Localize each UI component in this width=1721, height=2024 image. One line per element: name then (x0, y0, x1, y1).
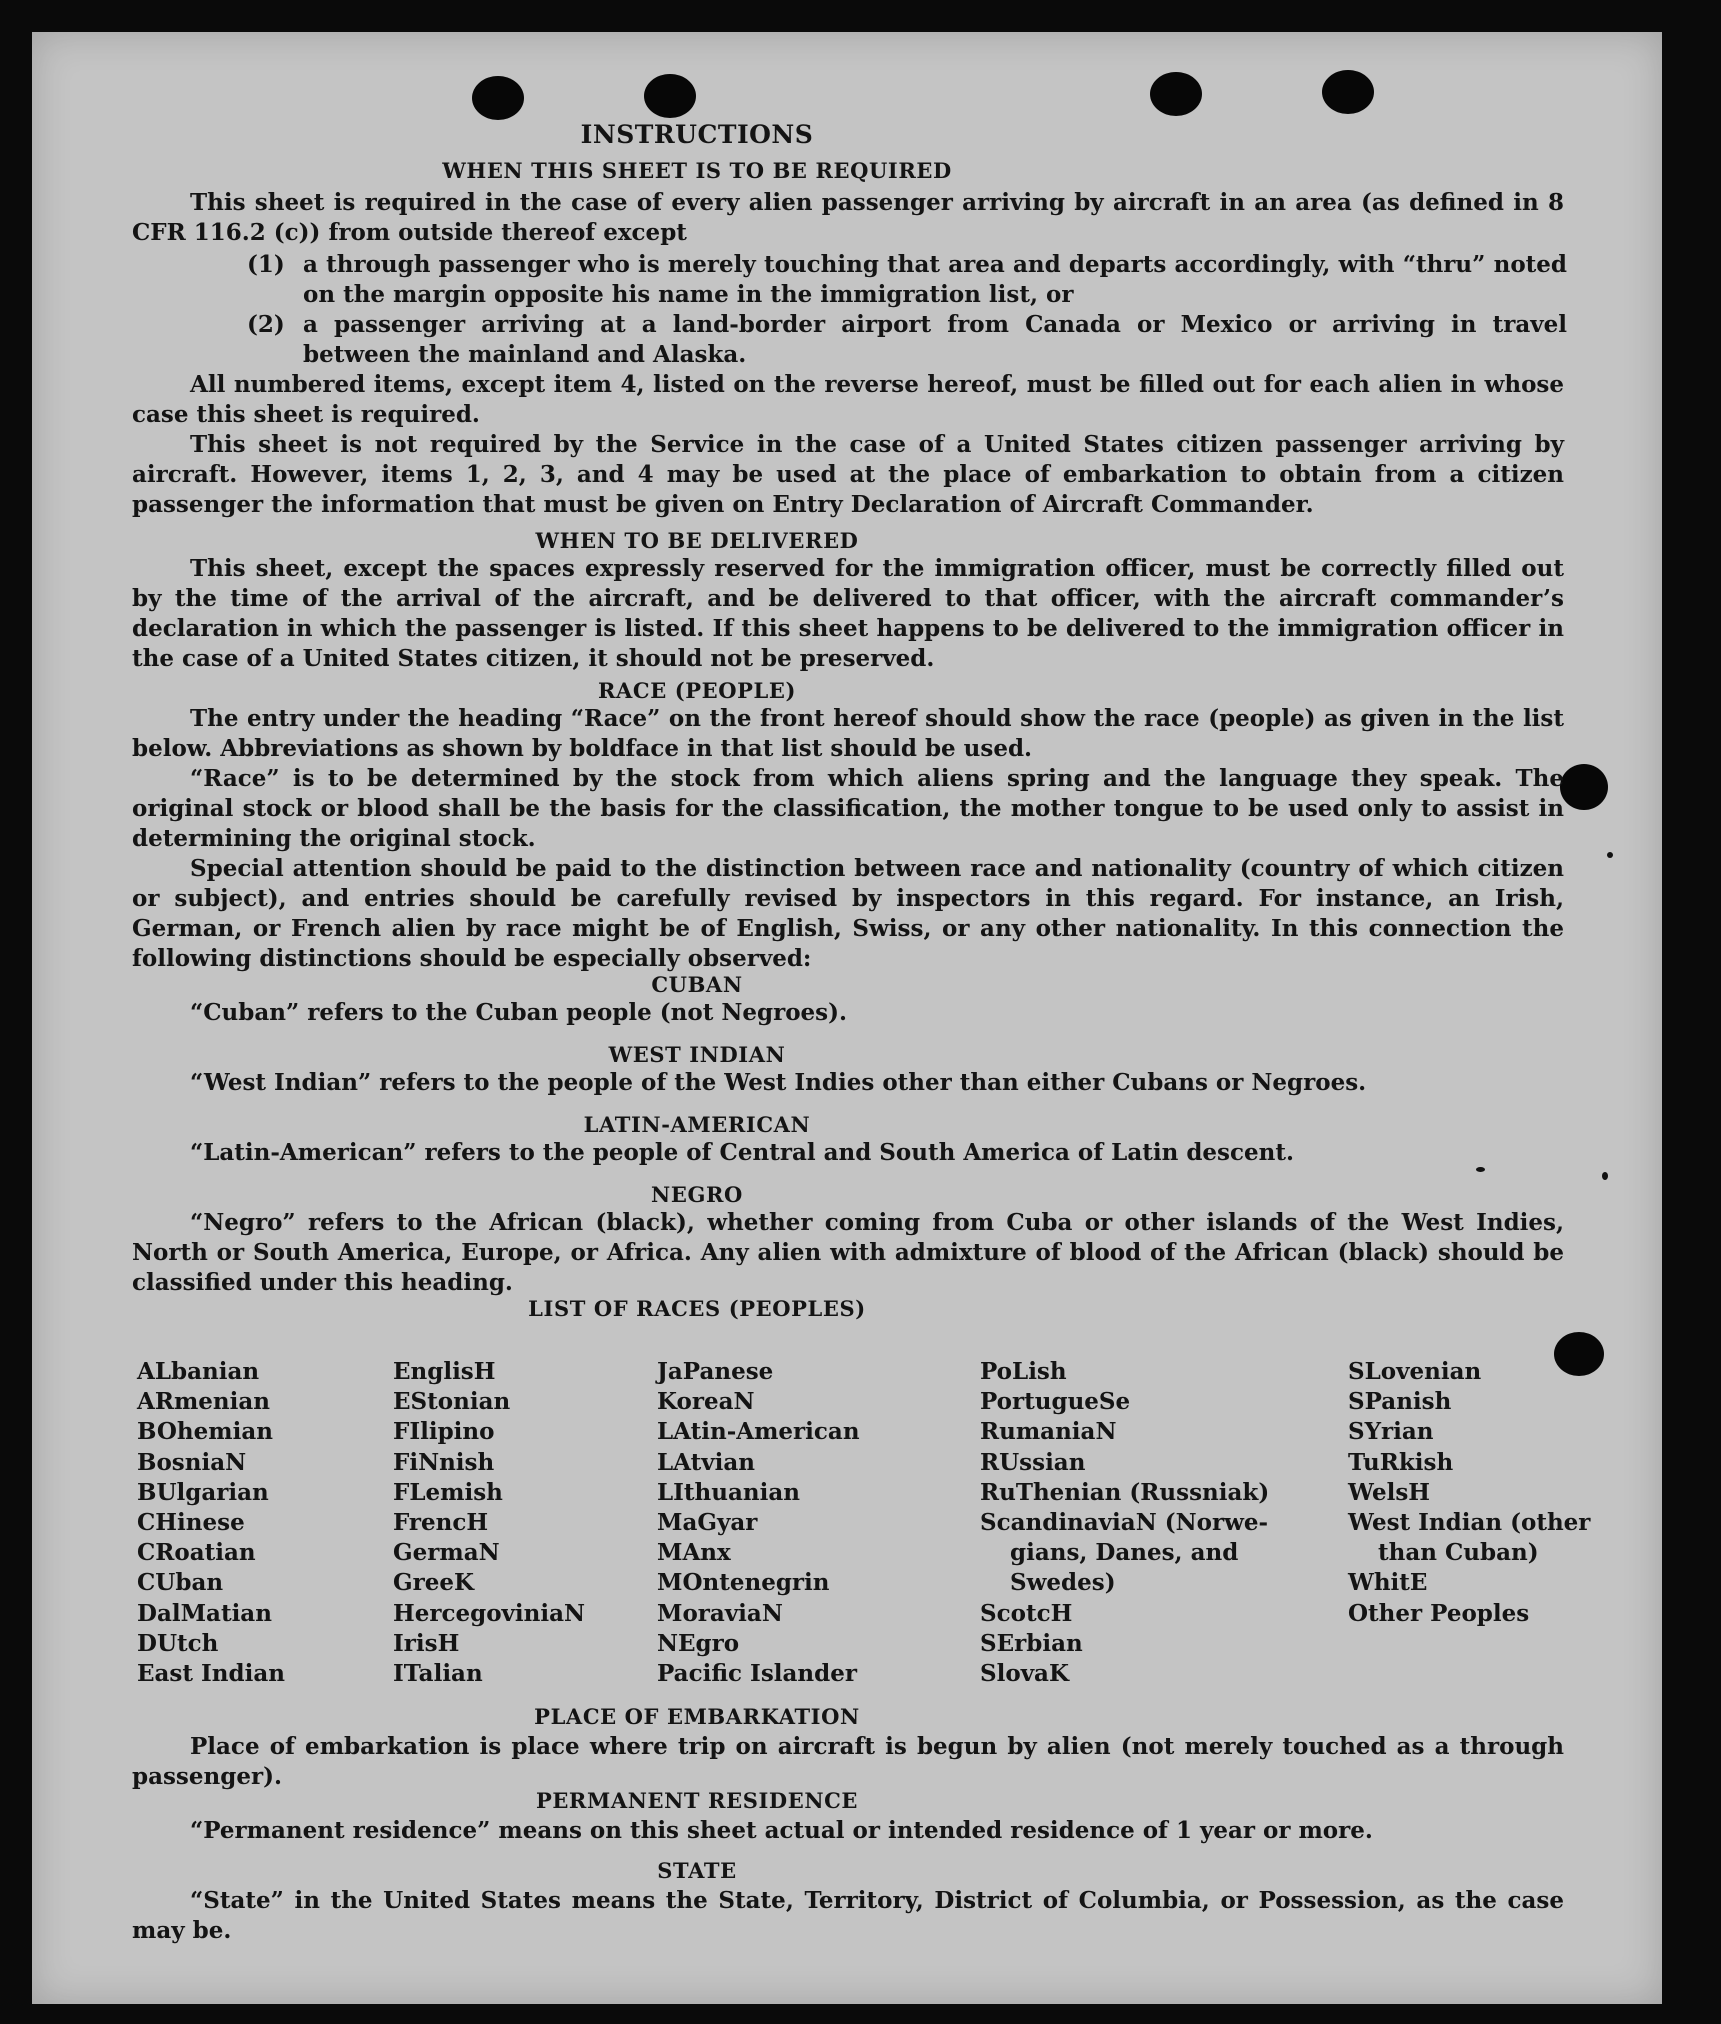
race-item: SlovaK (980, 1660, 1069, 1688)
race-item: BUlgarian (137, 1478, 269, 1506)
item-number: (1) (247, 251, 285, 278)
race-item: MaGyar (657, 1509, 758, 1537)
race-column (1348, 1357, 1590, 1629)
page-title: INSTRUCTIONS (580, 120, 814, 149)
race-item: ITalian (393, 1660, 483, 1688)
section-heading: LATIN-AMERICAN (583, 1112, 811, 1137)
speck (1607, 852, 1613, 858)
race-item: LIthuanian (657, 1478, 800, 1506)
list-item (247, 310, 1567, 370)
punch-hole (1150, 72, 1202, 116)
section-heading: WEST INDIAN (608, 1042, 786, 1067)
paragraph: Special attention should be paid to the distinction between race and nationality (country of which citizen or subject), and entries should be carefully revised by inspectors in this regard. For instance, an Irish, German, or French alien by race might be of English, Swiss, or any other nationality. In this connection the following distinctions should be especially observed: (132, 855, 1564, 972)
race-item: FrencH (393, 1509, 489, 1537)
paragraph: This sheet, except the spaces expressly reserved for the immigration officer, must be correctly filled out by the time of the arrival of the aircraft, and be delivered to that officer, with the aircraft commander’s declaration in which the passenger is listed. If this sheet happens to be delivered to the immigration officer in the case of a United States citizen, it should not be preserved. (132, 555, 1564, 672)
section-heading: PLACE OF EMBARKATION (534, 1704, 860, 1729)
paragraph: “Race” is to be determined by the stock from which aliens spring and the language they speak. The original stock or blood shall be the basis for the classification, the mother tongue to be used only to assist in determining the original stock. (132, 765, 1564, 852)
race-item: FLemish (393, 1478, 503, 1506)
race-item: RuThenian (Russniak) (980, 1478, 1270, 1506)
race-item: RUssian (980, 1448, 1086, 1476)
race-item: TuRkish (1348, 1448, 1454, 1476)
race-item: MOntenegrin (657, 1569, 830, 1597)
paragraph: “State” in the United States means the State, Territory, District of Columbia, or Possession, as the case may be. (132, 1887, 1564, 1944)
race-item: CHinese (137, 1509, 245, 1537)
race-item: WhitE (1348, 1569, 1428, 1597)
punch-hole (472, 76, 524, 120)
item-text: a passenger arriving at a land-border airport from Canada or Mexico or arriving in travel between the mainland and Alaska. (303, 311, 1567, 368)
race-item: FIlipino (393, 1418, 495, 1446)
section-heading: RACE (PEOPLE) (597, 678, 797, 703)
item-number: (2) (247, 311, 285, 338)
race-item: LAtvian (657, 1448, 755, 1476)
race-item: BOhemian (137, 1418, 273, 1446)
paragraph: “West Indian” refers to the people of the West Indies other than either Cubans or Negroes. (190, 1069, 1367, 1096)
punch-hole (644, 74, 696, 118)
list-item (247, 250, 1567, 310)
race-item: GermaN (393, 1539, 500, 1567)
race-item: DalMatian (137, 1599, 272, 1627)
race-item: PoLish (980, 1358, 1067, 1385)
ink-blot (1560, 764, 1608, 810)
section-heading: NEGRO (651, 1182, 743, 1207)
race-item: ARmenian (137, 1388, 271, 1416)
paragraph: “Latin-American” refers to the people of Central and South America of Latin descent. (190, 1139, 1294, 1166)
race-item: SPanish (1348, 1388, 1452, 1416)
race-item: DUtch (137, 1629, 219, 1657)
race-item: CRoatian (137, 1539, 256, 1567)
paragraph: Place of embarkation is place where trip on aircraft is begun by alien (not merely touched as a through passenger). (132, 1733, 1564, 1790)
paragraph: This sheet is not required by the Service in the case of a United States citizen passenger arriving by aircraft. However, items 1, 2, 3, and 4 may be used at the place of embarkation to obtain from a citizen passenger the information that must be given on Entry Declaration of Aircraft Commander. (132, 431, 1564, 518)
race-item: NEgro (657, 1629, 740, 1657)
paragraph: All numbered items, except item 4, listed on the reverse hereof, must be filled out for each alien in whose case this sheet is required. (132, 371, 1564, 428)
paragraph: The entry under the heading “Race” on the front hereof should show the race (people) as given in the list below. Abbreviations as shown by boldface in that list should be used. (132, 705, 1564, 762)
race-item: BosniaN (137, 1448, 247, 1476)
race-item: ScandinaviaN (Norwe- (980, 1509, 1269, 1537)
race-item: KoreaN (657, 1388, 755, 1416)
race-item: MoraviaN (657, 1599, 783, 1627)
race-item: Swedes) (1010, 1569, 1116, 1597)
paragraph: “Permanent residence” means on this sheet actual or intended residence of 1 year or more. (190, 1817, 1373, 1844)
race-item: MAnx (657, 1539, 731, 1567)
race-item: SLovenian (1348, 1358, 1482, 1385)
race-item: than Cuban) (1378, 1539, 1539, 1567)
paragraph: “Cuban” refers to the Cuban people (not Negroes). (190, 999, 848, 1026)
race-item: West Indian (other (1348, 1509, 1591, 1537)
section-heading: WHEN TO BE DELIVERED (535, 528, 859, 553)
race-list (137, 1357, 1617, 1692)
race-item: Other Peoples (1348, 1599, 1530, 1627)
race-item: SErbian (980, 1629, 1083, 1657)
section-heading: CUBAN (651, 972, 743, 997)
race-item: GreeK (393, 1569, 475, 1597)
race-item: ScotcH (980, 1599, 1073, 1627)
race-item: ALbanian (137, 1358, 260, 1385)
race-item: Pacific Islander (657, 1660, 857, 1688)
race-column (393, 1357, 585, 1689)
race-item: WelsH (1348, 1478, 1431, 1506)
instruction-sheet (32, 32, 1662, 2004)
race-item: East Indian (137, 1660, 285, 1688)
race-column (980, 1357, 1269, 1689)
race-item: FiNnish (393, 1448, 495, 1476)
section-heading: LIST OF RACES (PEOPLES) (528, 1296, 866, 1321)
race-item: EStonian (393, 1388, 511, 1416)
item-text: a through passenger who is merely touching that area and departs accordingly, with “thru” noted on the margin opposite his name in the immigration list, or (303, 251, 1567, 308)
race-item: gians, Danes, and (1010, 1539, 1239, 1567)
paragraph: “Negro” refers to the African (black), whether coming from Cuba or other islands of the West Indies, North or South America, Europe, or Africa. Any alien with admixture of blood of the African (black) should be classified under this heading. (132, 1209, 1564, 1296)
race-item: IrisH (393, 1629, 460, 1657)
race-item: CUban (137, 1569, 224, 1597)
section-heading: WHEN THIS SHEET IS TO BE REQUIRED (442, 158, 952, 183)
paragraph: This sheet is required in the case of every alien passenger arriving by aircraft in an area (as defined in 8 CFR 116.2 (c)) from outside thereof except (132, 189, 1564, 246)
race-item: HercegoviniaN (393, 1599, 586, 1627)
section-heading: PERMANENT RESIDENCE (535, 1788, 859, 1813)
section-heading: STATE (657, 1858, 737, 1883)
race-item: LAtin-American (657, 1418, 860, 1446)
race-column (137, 1357, 285, 1689)
race-column (657, 1357, 860, 1689)
race-item: EnglisH (393, 1358, 496, 1385)
race-item: RumaniaN (980, 1418, 1117, 1446)
punch-hole (1322, 70, 1374, 114)
race-item: SYrian (1348, 1418, 1434, 1446)
race-item: JaPanese (657, 1358, 774, 1385)
speck (1602, 1172, 1608, 1180)
race-item: PortugueSe (980, 1388, 1131, 1416)
